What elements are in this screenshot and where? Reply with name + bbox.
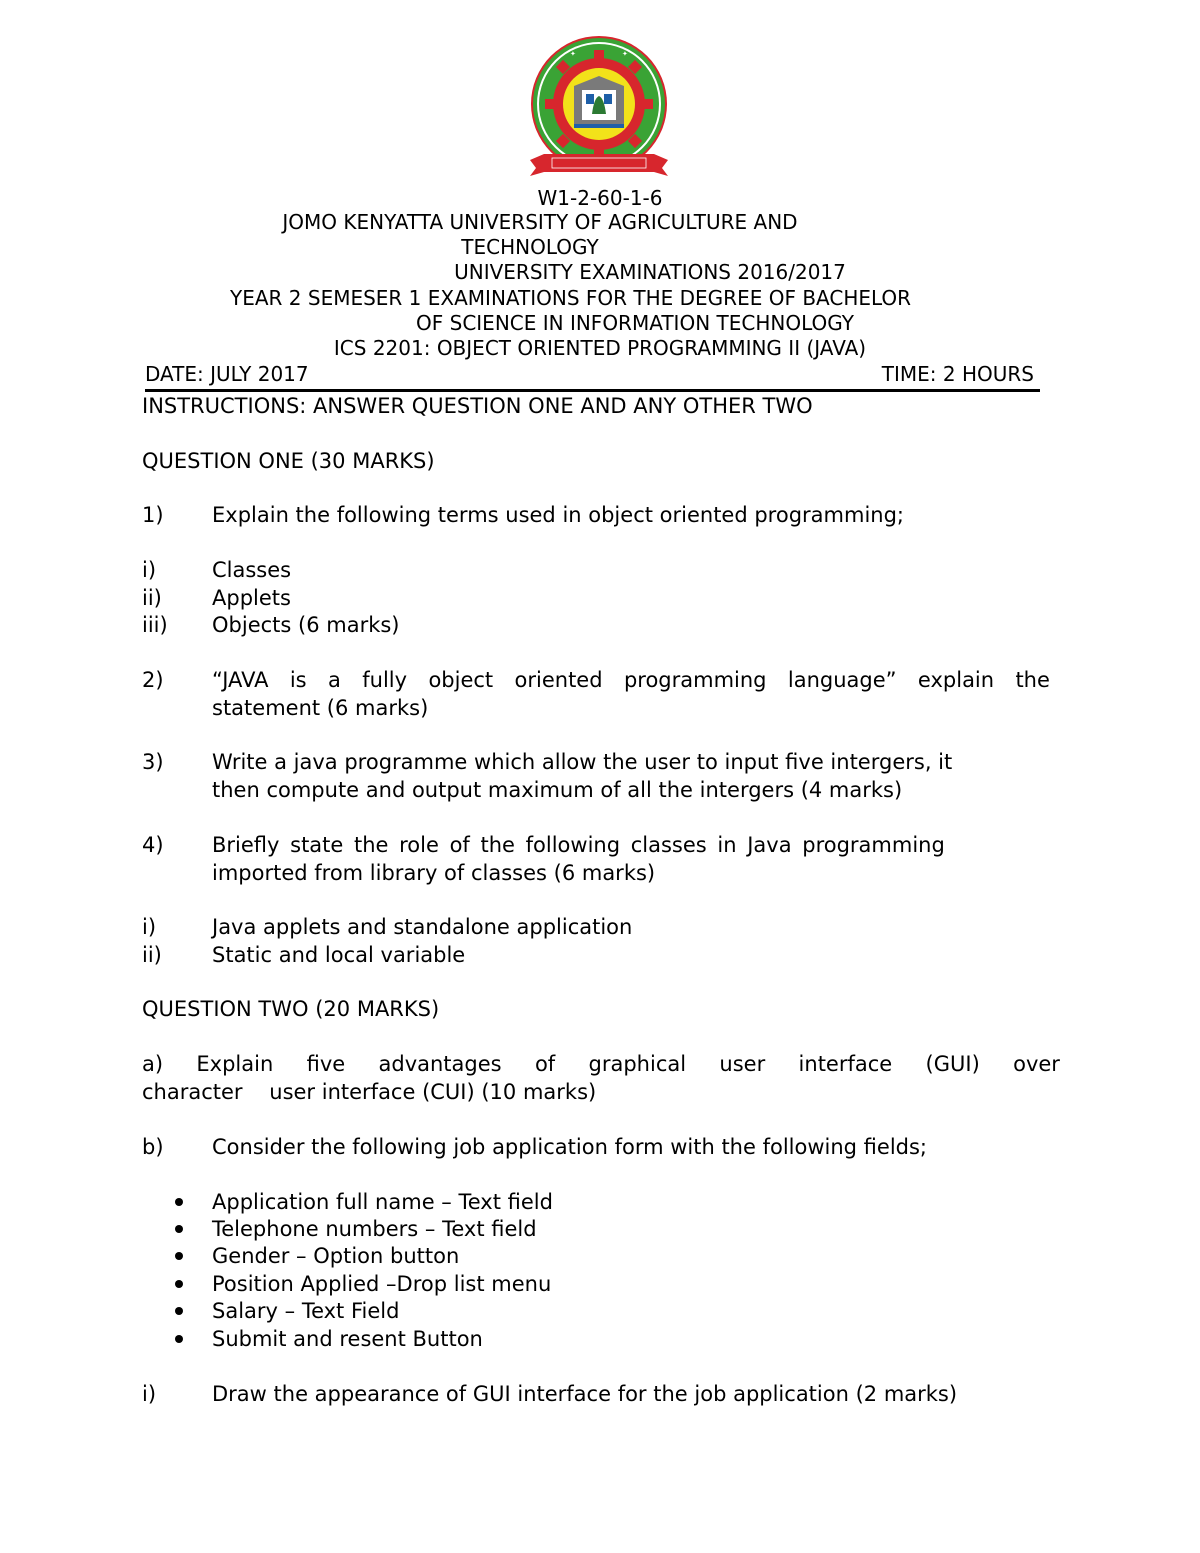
q1-sub-iii-text: Objects (6 marks)	[212, 613, 400, 637]
bullet-icon	[175, 1252, 183, 1260]
question-one-title: QUESTION ONE (30 MARKS)	[142, 449, 435, 473]
q2-part-b-i-number: i)	[142, 1382, 157, 1406]
q1-item-4-line2: imported from library of classes (6 marks)	[212, 860, 656, 885]
q2-field-1: Application full name – Text field	[212, 1190, 553, 1214]
q1-sub-ii-number: ii)	[142, 586, 162, 610]
date-time-row	[145, 361, 1040, 392]
bullet-icon	[175, 1307, 183, 1315]
q1-sub-i-text: Classes	[212, 558, 292, 582]
bullet-icon	[175, 1280, 183, 1288]
word: object	[428, 668, 494, 692]
q2-field-3: Gender – Option button	[212, 1244, 460, 1268]
word: “JAVA	[212, 668, 269, 692]
q1-item-3-line1: Write a java programme which allow the user to input five intergers, it	[212, 750, 953, 774]
q1-sub-ii-text: Applets	[212, 586, 291, 610]
q2-part-a-line2: character user interface (CUI) (10 marks)	[142, 1079, 597, 1104]
question-two-title: QUESTION TWO (20 MARKS)	[142, 997, 440, 1021]
exam-duration: TIME: 2 HOURS	[881, 362, 1034, 386]
q1-item-3-number: 3)	[142, 750, 164, 774]
university-seal-logo	[522, 36, 676, 186]
instructions: INSTRUCTIONS: ANSWER QUESTION ONE AND ANY OTHER TWO	[142, 394, 813, 418]
q2-field-4: Position Applied –Drop list menu	[212, 1272, 552, 1296]
q1-item-2-text	[212, 667, 1050, 722]
university-name-line2: TECHNOLOGY	[461, 235, 599, 259]
q2-part-a	[142, 1051, 1060, 1106]
bullet-icon	[175, 1225, 183, 1233]
bullet-icon	[175, 1335, 183, 1343]
q1-item-4-text	[212, 832, 1050, 887]
q2-a-word: Explain	[196, 1052, 274, 1076]
q2-part-b-number: b)	[142, 1135, 164, 1159]
word: explain	[917, 668, 995, 692]
q2-a-word: five	[306, 1052, 346, 1076]
q2-a-word: advantages	[378, 1052, 502, 1076]
svg-text:✦: ✦	[570, 50, 576, 58]
degree-line2: OF SCIENCE IN INFORMATION TECHNOLOGY	[416, 311, 854, 335]
q2-a-word: graphical	[588, 1052, 687, 1076]
q2-a-word: user	[719, 1052, 766, 1076]
q1-item-4-sub-i-number: i)	[142, 915, 157, 939]
svg-text:✦: ✦	[622, 50, 628, 58]
q1-item-4-sub-i-text: Java applets and standalone application	[212, 915, 633, 939]
q1-sub-i-number: i)	[142, 558, 157, 582]
q1-item-1-number: 1)	[142, 503, 164, 527]
q2-a-word: interface	[798, 1052, 893, 1076]
bullet-icon	[175, 1198, 183, 1206]
q2-a-word: of	[534, 1052, 556, 1076]
exams-title: UNIVERSITY EXAMINATIONS 2016/2017	[454, 260, 846, 284]
word: programming	[623, 668, 767, 692]
university-name-line1: JOMO KENYATTA UNIVERSITY OF AGRICULTURE AND	[282, 210, 798, 234]
q2-field-2: Telephone numbers – Text field	[212, 1217, 537, 1241]
q2-a-word: over	[1013, 1052, 1060, 1076]
q1-item-2-line2: statement (6 marks)	[212, 695, 429, 720]
q1-item-1-text: Explain the following terms used in object oriented programming;	[212, 503, 904, 527]
q1-item-2-number: 2)	[142, 668, 164, 692]
word: oriented	[514, 668, 603, 692]
q1-item-3-text	[212, 749, 1050, 804]
word: the	[1015, 668, 1050, 692]
paper-code: W1-2-60-1-6	[537, 186, 663, 210]
q2-part-a-line1	[142, 1051, 1060, 1079]
q2-part-b-i-text: Draw the appearance of GUI interface for the job application (2 marks)	[212, 1382, 958, 1406]
q1-sub-iii-number: iii)	[142, 613, 168, 637]
q2-part-a-number: a)	[142, 1052, 164, 1076]
exam-date: DATE: JULY 2017	[145, 362, 309, 386]
word: language”	[787, 668, 897, 692]
q1-item-4-sub-ii-text: Static and local variable	[212, 943, 466, 967]
q1-item-4-sub-ii-number: ii)	[142, 943, 162, 967]
q2-field-6: Submit and resent Button	[212, 1327, 483, 1351]
word: a	[328, 668, 341, 692]
course-title: ICS 2201: OBJECT ORIENTED PROGRAMMING II (JAVA)	[333, 336, 867, 360]
word: is	[289, 668, 307, 692]
q1-item-4-line1: Briefly state the role of the following classes in Java programming	[212, 833, 945, 857]
degree-line1: YEAR 2 SEMESER 1 EXAMINATIONS FOR THE DEGREE OF BACHELOR	[230, 286, 912, 310]
q1-item-4-number: 4)	[142, 833, 164, 857]
q1-item-3-line2: then compute and output maximum of all the intergers (4 marks)	[212, 777, 903, 802]
q2-part-b-text: Consider the following job application form with the following fields;	[212, 1135, 927, 1159]
word: fully	[362, 668, 408, 692]
q1-item-2-line1	[212, 667, 1050, 695]
q2-field-5: Salary – Text Field	[212, 1299, 400, 1323]
q2-a-word: (GUI)	[925, 1052, 980, 1076]
